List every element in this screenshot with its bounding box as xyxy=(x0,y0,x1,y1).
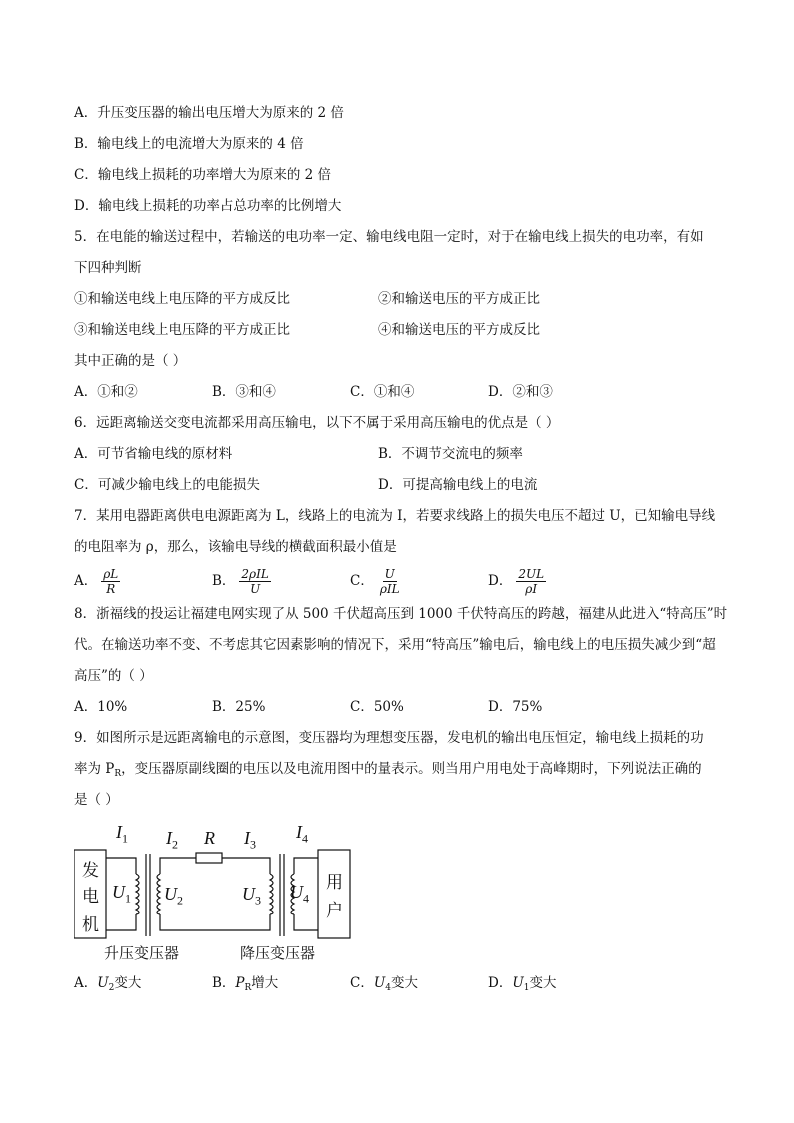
q9-stem-1: 9．如图所示是远距离输电的示意图，变压器均为理想变压器，发电机的输出电压恒定，输电线上损耗的功 xyxy=(74,730,704,746)
q5-judgment-3: ③和输送电线上电压降的平方成正比 xyxy=(74,322,290,338)
q8-stem-3: 高压”的（ ） xyxy=(74,668,153,684)
q5-option-a: A．①和② xyxy=(74,384,138,400)
q6-stem: 6．远距离输送交变电流都采用高压输电，以下不属于采用高压输电的优点是（ ） xyxy=(74,415,560,431)
q4-option-b: B．输电线上的电流增大为原来的 4 倍 xyxy=(74,136,304,152)
generator-char-2: 电 xyxy=(82,887,99,907)
q5-judgments-row-2 xyxy=(74,315,724,346)
q8-stem-2: 代。在输送功率不变、不考虑其它因素影响的情况下，采用“特高压”输电后，输电线上的电压损失减少到“超 xyxy=(74,637,716,653)
q5-option-d: D．②和③ xyxy=(488,384,553,400)
stepup-transformer-label: 升压变压器 xyxy=(104,944,180,962)
q8-option-a: A．10% xyxy=(74,699,128,715)
resistor xyxy=(196,853,222,863)
current-i4-label: $I_4$ xyxy=(296,822,308,846)
q5-option-b: B．③和④ xyxy=(212,384,276,400)
resistor-label: R xyxy=(204,828,215,848)
q6-options-row-2 xyxy=(74,470,724,501)
q5-prompt: 其中正确的是（ ） xyxy=(74,353,187,369)
q8-option-c: C．50% xyxy=(350,699,404,715)
q5-judgments-row-1 xyxy=(74,284,724,315)
q9-stem-2: 率为 $P_R$，变压器原副线圈的电压以及电流用图中的量表示。则当用户用电处于高峰期时，下列说法正确的 xyxy=(74,761,702,779)
q9-option-c: C．$U_4$变大 xyxy=(350,975,418,993)
current-i3-label: $I_3$ xyxy=(244,828,256,852)
q4-option-d: D．输电线上损耗的功率占总功率的比例增大 xyxy=(74,198,342,214)
voltage-u3-label: $U_3$ xyxy=(242,884,261,908)
q7-option-b: B． $\frac{\text{2ρIL}}{U}$ xyxy=(212,567,269,596)
stepup-primary-coil xyxy=(136,874,139,914)
fraction: $\frac{\text{2ρIL}}{U}$ xyxy=(241,567,269,596)
fraction: $\frac{2UL}{\rho I}$ xyxy=(518,567,545,596)
voltage-u1-label: $U_1$ xyxy=(112,882,131,906)
q5-option-c: C．①和④ xyxy=(350,384,415,400)
q6-option-b: B．不调节交流电的频率 xyxy=(378,446,523,462)
generator-char-1: 发 xyxy=(82,861,99,881)
transmission-diagram xyxy=(74,818,374,968)
q8-option-d: D．75% xyxy=(488,699,543,715)
q9-option-d: D．$U_1$变大 xyxy=(488,975,557,993)
q4-option-c: C．输电线上损耗的功率增大为原来的 2 倍 xyxy=(74,167,332,183)
q9-option-b: B．$P_R$增大 xyxy=(212,975,279,993)
voltage-u4-label: $U_4$ xyxy=(290,882,309,906)
q5-stem-1: 5．在电能的输送过程中，若输送的电功率一定、输电线电阻一定时，对于在输电线上损失的电功率，有如 xyxy=(74,229,704,245)
q5-judgment-4: ④和输送电压的平方成反比 xyxy=(378,322,540,338)
stepdown-primary-coil xyxy=(270,874,273,914)
voltage-u2-label: $U_2$ xyxy=(164,884,183,908)
exam-page xyxy=(74,98,728,999)
q7-option-d: D． $\frac{2UL}{\rho I}$ xyxy=(488,567,545,596)
q7-options xyxy=(74,563,724,599)
user-char-1: 用 xyxy=(326,873,343,893)
q8-stem-1: 8．浙福线的投运让福建电网实现了从 500 千伏超高压到 1000 千伏特高压的跨越，福建从此进入“特高压”时 xyxy=(74,606,728,622)
q5-stem-2: 下四种判断 xyxy=(74,260,142,276)
user-char-2: 户 xyxy=(326,901,343,921)
stepdown-transformer-label: 降压变压器 xyxy=(240,944,316,962)
q8-option-b: B．25% xyxy=(212,699,266,715)
q5-judgment-1: ①和输送电线上电压降的平方成反比 xyxy=(74,291,290,307)
fraction: $\frac{U}{\text{ρIL}}$ xyxy=(379,567,400,596)
q7-option-a: A． $\frac{\rho L}{R}$ xyxy=(74,567,119,596)
q6-option-d: D．可提高输电线上的电流 xyxy=(378,477,538,493)
q7-option-c: C． $\frac{U}{\text{ρIL}}$ xyxy=(350,567,400,596)
q9-options xyxy=(74,968,724,999)
stepup-secondary-coil xyxy=(157,874,160,914)
q5-options xyxy=(74,377,724,408)
q9-stem-3: 是（ ） xyxy=(74,792,119,808)
fraction: $\frac{\rho L}{R}$ xyxy=(103,567,119,596)
q7-stem-2: 的电阻率为 ρ，那么，该输电导线的横截面积最小值是 xyxy=(74,539,397,555)
user-box xyxy=(318,850,350,938)
q6-option-c: C．可减少输电线上的电能损失 xyxy=(74,477,260,493)
q6-option-a: A．可节省输电线的原材料 xyxy=(74,446,233,462)
current-i1-label: $I_1$ xyxy=(116,822,128,846)
q9-option-a: A．$U_2$变大 xyxy=(74,975,142,993)
q8-options xyxy=(74,692,724,723)
q5-judgment-2: ②和输送电压的平方成正比 xyxy=(378,291,540,307)
q7-stem-1: 7．某用电器距离供电电源距离为 L，线路上的电流为 I，若要求线路上的损失电压不超过 U，已知输电导线 xyxy=(74,508,716,524)
q4-option-a: A．升压变压器的输出电压增大为原来的 2 倍 xyxy=(74,105,344,121)
generator-char-3: 机 xyxy=(82,915,99,935)
current-i2-label: $I_2$ xyxy=(166,828,178,852)
q6-options-row-1 xyxy=(74,439,724,470)
